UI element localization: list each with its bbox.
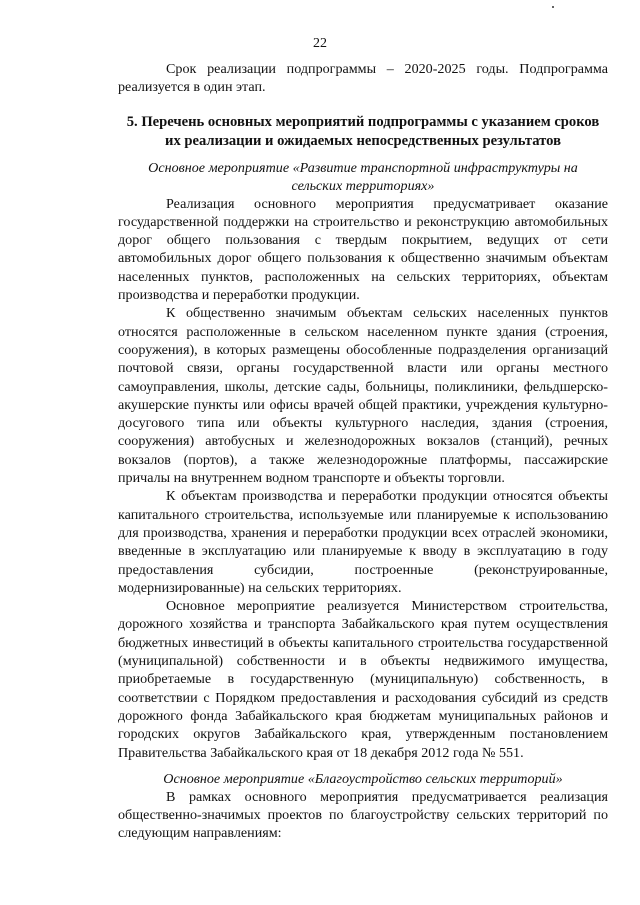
scan-artifact-dot bbox=[552, 6, 554, 8]
activity-heading-improvement: Основное мероприятие «Благоустройство сельских территорий» bbox=[163, 770, 563, 787]
paragraph-socially-significant-objects: К общественно значимым объектам сельских населенных пунктов относятся расположенные в сельском населенном пункте здания (строения, сооружения), в которых размещены обособленные подразделения организаций почтовой связи, органы государственной власти или органы местного самоуправления, школы, детские сады, больницы, поликлиники, фельдшерско-акушерские пункты или офисы врачей общей практики, учреждения культурно-досугового типа или объекты культурного наследия, здания (строения, сооружения) автобусных и железнодорожных вокзалов (станций), речных вокзалов (портов), а также железнодорожные платформы, пассажирские причалы на внутреннем водном транспорте и объекты торговли. bbox=[118, 305, 608, 487]
paragraph-improvement-projects: В рамках основного мероприятия предусматривается реализация общественно-значимых проектов по благоустройству сельских территорий по следующим направлениям: bbox=[118, 788, 608, 842]
paragraph-transport-support: Реализация основного мероприятия предусматривает оказание государственной поддержки на строительство и реконструкцию автомобильных дорог общего пользования с твердым покрытием, ведущих от сети автомобильных дорог общего пользования к общественно значимым объектам населенных пунктов, расположенных на сельских территориях, объектам производства и переработки продукции. bbox=[118, 195, 608, 304]
intro-paragraph: Срок реализации подпрограммы – 2020-2025 годы. Подпрограмма реализуется в один этап. bbox=[118, 61, 608, 96]
page-content bbox=[118, 60, 608, 843]
section-title: 5. Перечень основных мероприятий подпрограммы с указанием сроков их реализации и ожидаемых непосредственных результатов bbox=[126, 113, 600, 149]
page-number: 22 bbox=[313, 36, 327, 51]
activity-heading-transport: Основное мероприятие «Развитие транспортной инфраструктуры на сельских территориях» bbox=[148, 159, 578, 194]
paragraph-production-objects: К объектам производства и переработки продукции относятся объекты капитального строительства, используемые или планируемые к использованию для производства, хранения и переработки продукции всех отраслей экономики, введенные в эксплуатацию или планируемые к вводу в эксплуатацию в году предоставления субсидии, построенные (реконструированные, модернизированные) на сельских территориях. bbox=[118, 488, 608, 596]
paragraph-implementation-ministry: Основное мероприятие реализуется Министерством строительства, дорожного хозяйства и транспорта Забайкальского края путем осуществления бюджетных инвестиций в объекты капитального строительства государственной (муниципальной) собственности и в объекты недвижимого имущества, приобретаемые в государственную (муниципальную) собственность, в соответствии с Порядком предоставления и расходования субсидий из средств дорожного фонда Забайкальского края бюджетам муниципальных районов и городских округов Забайкальского края, утвержденным постановлением Правительства Забайкальского края от 18 декабря 2012 года № 551. bbox=[118, 598, 608, 761]
